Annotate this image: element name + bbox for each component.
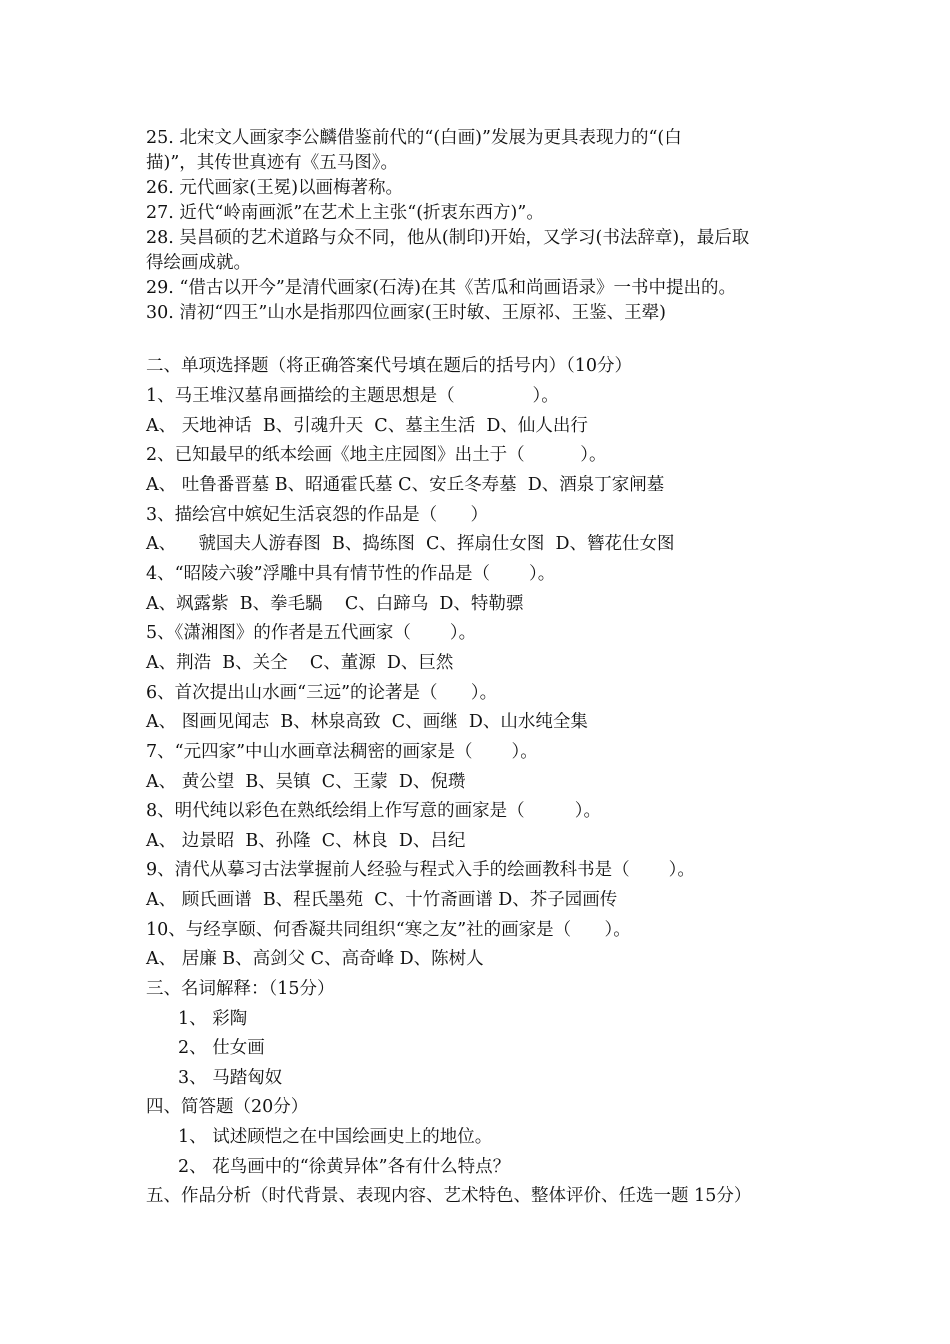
section-title: 四、简答题（20分） [146,1097,309,1117]
question: 3、描绘宫中嫔妃生活哀怨的作品是（ ） [146,505,489,525]
options: A、 边景昭 B、孙隆 C、林良 D、吕纪 [146,831,466,851]
question: 2、已知最早的纸本绘画《地主庄园图》出土于（ ）。 [146,445,607,465]
options: A、 吐鲁番晋墓 B、昭通霍氏墓 C、安丘冬寿墓 D、酒泉丁家闸墓 [146,475,665,495]
question: 9、清代从摹习古法掌握前人经验与程式入手的绘画教科书是（ ）。 [146,860,695,880]
short-answer-item: 1、 试述顾恺之在中国绘画史上的地位。 [178,1127,493,1147]
section-title: 三、名词解释：（15分） [146,979,335,999]
term-item: 2、 仕女画 [178,1038,265,1058]
fill-in-line: 26. 元代画家(王冕)以画梅著称。 [146,178,404,198]
fill-in-line: 28. 吴昌硕的艺术道路与众不同，他从(制印)开始，又学习(书法辞章)，最后取 [146,228,750,248]
fill-in-line: 27. 近代“岭南画派”在艺术上主张“(折衷东西方)”。 [146,203,544,223]
question: 5、《潇湘图》的作者是五代画家（ ）。 [146,623,477,643]
question: 1、马王堆汉墓帛画描绘的主题思想是（ ）。 [146,386,559,406]
options: A、荆浩 B、关仝 C、董源 D、巨然 [146,653,454,673]
fill-in-line: 29. “借古以开今”是清代画家(石涛)在其《苦瓜和尚画语录》一书中提出的。 [146,278,736,298]
term-item: 3、 马踏匈奴 [178,1068,283,1088]
fill-in-line: 25. 北宋文人画家李公麟借鉴前代的“(白画)”发展为更具表现力的“(白 [146,128,682,148]
options: A、 虢国夫人游春图 B、捣练图 C、挥扇仕女图 D、簪花仕女图 [146,534,675,554]
question: 4、“昭陵六骏”浮雕中具有情节性的作品是（ ）。 [146,564,556,584]
options: A、飒露紫 B、拳毛騧 C、白蹄乌 D、特勒骠 [146,594,524,614]
fill-in-line: 描)”，其传世真迹有《五马图》。 [146,153,399,173]
options: A、 黄公望 B、吴镇 C、王蒙 D、倪瓒 [146,772,466,792]
question: 8、明代纯以彩色在熟纸绘绢上作写意的画家是（ ）。 [146,801,601,821]
question: 6、首次提出山水画“三远”的论著是（ ）。 [146,683,498,703]
question: 7、“元四家”中山水画章法稠密的画家是（ ）。 [146,742,538,762]
short-answer-item: 2、 花鸟画中的“徐黄异体”各有什么特点？ [178,1157,511,1177]
question: 10、与经享颐、何香凝共同组织“寒之友”社的画家是（ ）。 [146,920,631,940]
options: A、 顾氏画谱 B、程氏墨苑 C、十竹斋画谱 D、芥子园画传 [146,890,618,910]
options: A、 天地神话 B、引魂升天 C、墓主生活 D、仙人出行 [146,416,588,436]
options: A、 居廉 B、高剑父 C、高奇峰 D、陈树人 [146,949,484,969]
section-title: 五、作品分析（时代背景、表现内容、艺术特色、整体评价、任选一题 15分） [146,1186,752,1206]
term-item: 1、 彩陶 [178,1009,248,1029]
section-title: 二、单项选择题（将正确答案代号填在题后的括号内）（10分） [146,356,633,376]
fill-in-line: 30. 清初“四王”山水是指那四位画家(王时敏、王原祁、王鉴、王翚) [146,303,666,323]
fill-in-line: 得绘画成就。 [146,253,251,273]
options: A、 图画见闻志 B、林泉高致 C、画继 D、山水纯全集 [146,712,588,732]
